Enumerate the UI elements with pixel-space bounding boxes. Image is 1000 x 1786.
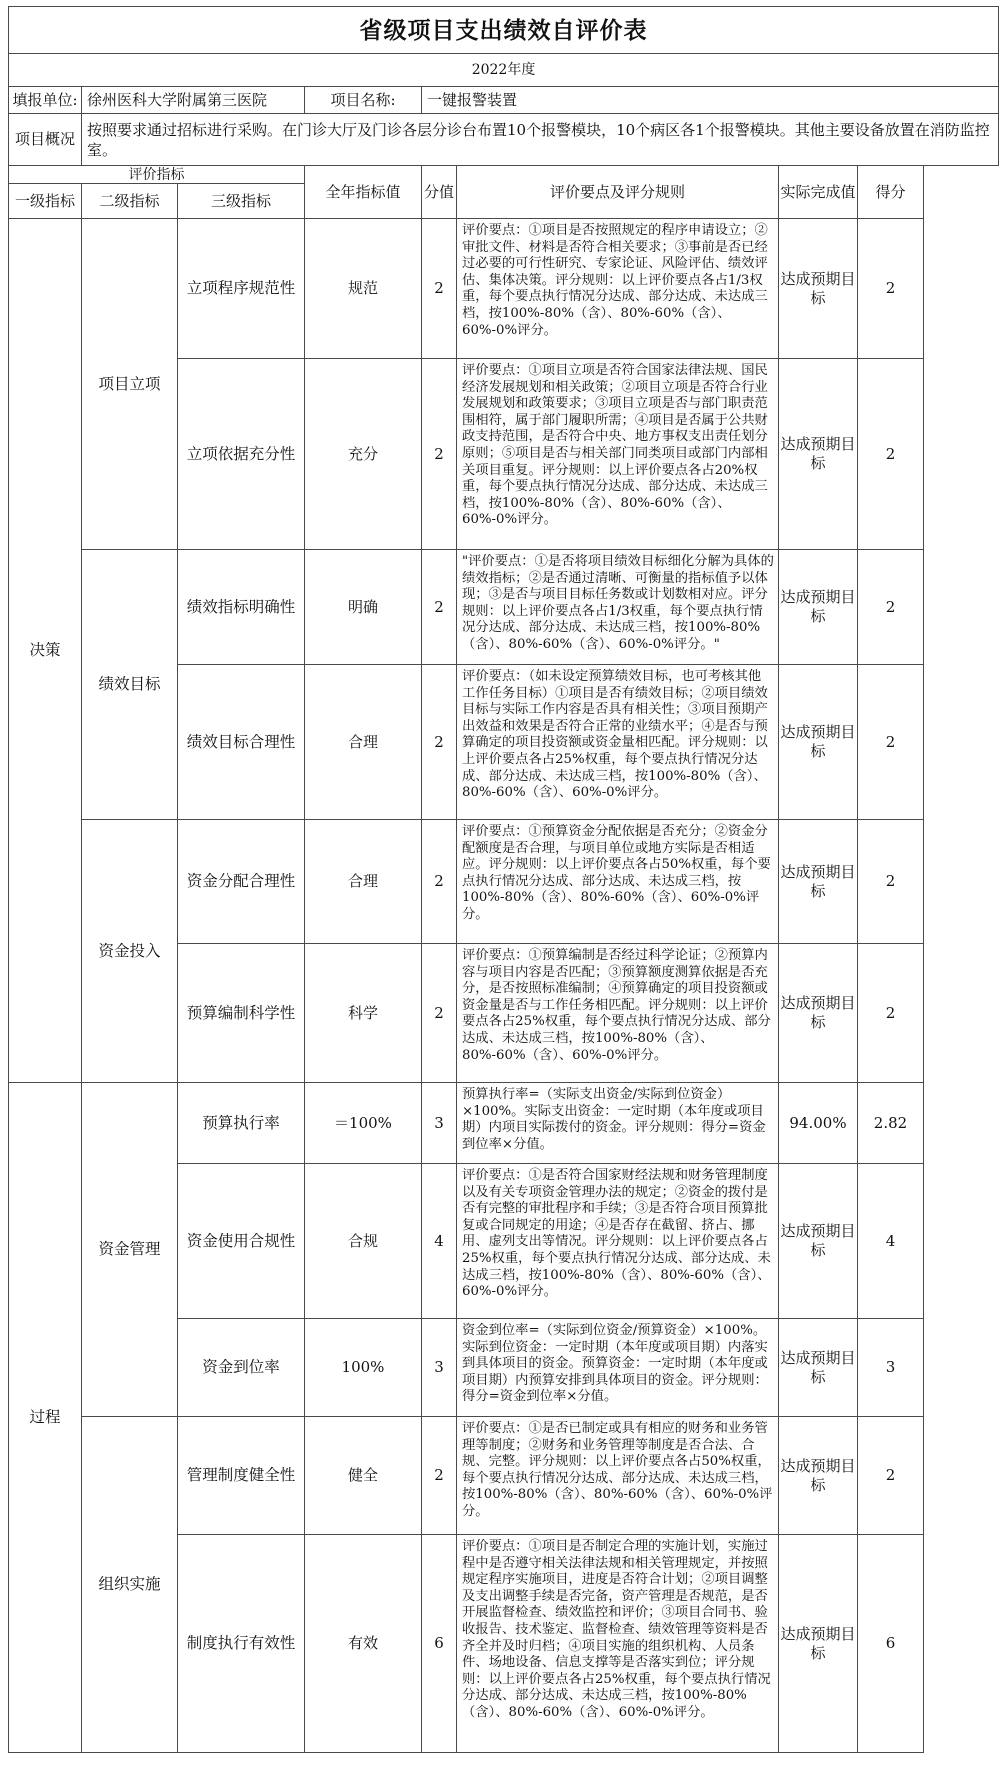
rules-cell: 评价要点：①预算编制是否经过科学论证；②预算内容与项目内容是否匹配；③预算额度测算依据是否充分，是否按照标准编制；④预算确定的项目投资额或资金量是否与工作任务相匹配。评分规则：以上评价要点各占25%权重，每个要点执行情况分达成、部分达成、未达成三档，按100%-80%（含）、80%-60%（含）、60%-0%评分。 xyxy=(457,944,779,1083)
annual-value-cell: 充分 xyxy=(305,359,422,550)
level3-cell: 管理制度健全性 xyxy=(178,1417,305,1535)
annual-value-cell: 100% xyxy=(305,1319,422,1417)
level2-header: 二级指标 xyxy=(82,184,178,219)
actual-value-cell: 达成预期目标 xyxy=(779,359,858,550)
annual-value-cell: 科学 xyxy=(305,944,422,1083)
score-cell: 2 xyxy=(858,820,924,944)
rules-header: 评价要点及评分规则 xyxy=(457,166,779,219)
annual-value-cell: 健全 xyxy=(305,1417,422,1535)
weight-header: 分值 xyxy=(422,166,457,219)
rules-cell: 资金到位率=（实际到位资金/预算资金）×100%。实际到位资金：一定时期（本年度或项目期）内落实到具体项目的资金。预算资金：一定时期（本年度或项目期）内预算安排到具体项目的资金。评分规则：得分=资金到位率×分值。 xyxy=(457,1319,779,1417)
level3-header: 三级指标 xyxy=(178,184,305,219)
score-cell: 2 xyxy=(858,359,924,550)
level3-cell: 立项依据充分性 xyxy=(178,359,305,550)
rules-cell: "评价要点：①是否将项目绩效目标细化分解为具体的绩效指标；②是否通过清晰、可衡量的指标值予以体现；③是否与项目目标任务数或计划数相对应。评分规则：以上评价要点各占1/3权重，每个要点执行情况分达成、部分达成、未达成三档，按100%-80%（含）、80%-60%（含）、60%-0%评分。" xyxy=(457,550,779,665)
annual-value-cell: 合理 xyxy=(305,665,422,820)
reporting-unit-label: 填报单位: xyxy=(9,87,82,114)
annual-value-cell: 明确 xyxy=(305,550,422,665)
level3-cell: 资金到位率 xyxy=(178,1319,305,1417)
actual-value-cell: 达成预期目标 xyxy=(779,1164,858,1319)
actual-value-cell: 94.00% xyxy=(779,1083,858,1164)
evaluation-table xyxy=(8,6,999,1753)
actual-value-cell: 达成预期目标 xyxy=(779,665,858,820)
actual-value-cell: 达成预期目标 xyxy=(779,219,858,359)
level2-organization: 组织实施 xyxy=(82,1417,178,1753)
score-cell: 2 xyxy=(858,1417,924,1535)
score-cell: 3 xyxy=(858,1319,924,1417)
weight-cell: 4 xyxy=(422,1164,457,1319)
level3-cell: 绩效目标合理性 xyxy=(178,665,305,820)
weight-cell: 2 xyxy=(422,944,457,1083)
level1-decision: 决策 xyxy=(9,219,82,1083)
annual-value-header: 全年指标值 xyxy=(305,166,422,219)
level3-cell: 资金分配合理性 xyxy=(178,820,305,944)
level2-performance-target: 绩效目标 xyxy=(82,550,178,820)
score-cell: 2 xyxy=(858,550,924,665)
annual-value-cell: 合理 xyxy=(305,820,422,944)
rules-cell: 评价要点：①是否已制定或具有相应的财务和业务管理等制度；②财务和业务管理等制度是否合法、合规、完整。评分规则：以上评价要点各占50%权重，每个要点执行情况分达成、部分达成、未达成三档，按100%-80%（含）、80%-60%（含）、60%-0%评分。 xyxy=(457,1417,779,1535)
weight-cell: 2 xyxy=(422,665,457,820)
eval-indicators-header: 评价指标 xyxy=(9,166,305,184)
weight-cell: 2 xyxy=(422,820,457,944)
score-cell: 2 xyxy=(858,665,924,820)
overview-text: 按照要求通过招标进行采购。在门诊大厅及门诊各层分诊台布置10个报警模块，10个病区各1个报警模块。其他主要设备放置在消防监控室。 xyxy=(82,114,999,166)
rules-cell: 评价要点：①项目是否制定合理的实施计划，实施过程中是否遵守相关法律法规和相关管理规定，并按照规定程序实施项目，进度是否符合计划；②项目调整及支出调整手续是否完备，资产管理是否规范，是否开展监督检查、绩效监控和评价；③项目合同书、验收报告、技术鉴定、监督检查、绩效管理等资料是否齐全并及时归档；④项目实施的组织机构、人员条件、场地设备、信息支撑等是否落实到位；评分规则：以上评价要点各占25%权重，每个要点执行情况分达成、部分达成、未达成三档，按100%-80%（含）、80%-60%（含）、60%-0%评分。 xyxy=(457,1535,779,1753)
annual-value-cell: ＝100% xyxy=(305,1083,422,1164)
weight-cell: 3 xyxy=(422,1319,457,1417)
level1-process: 过程 xyxy=(9,1083,82,1753)
level3-cell: 绩效指标明确性 xyxy=(178,550,305,665)
rules-cell: 评价要点：①预算资金分配依据是否充分；②资金分配额度是否合理，与项目单位或地方实际是否相适应。评分规则：以上评价要点各占50%权重，每个要点执行情况分达成、部分达成、未达成三档，按100%-80%（含）、80%-60%（含）、60%-0%评分。 xyxy=(457,820,779,944)
score-cell: 2 xyxy=(858,944,924,1083)
level3-cell: 资金使用合规性 xyxy=(178,1164,305,1319)
rules-cell: 评价要点：①项目立项是否符合国家法律法规、国民经济发展规划和相关政策；②项目立项是否符合行业发展规划和政策要求；③项目立项是否与部门职责范围相符，属于部门履职所需；④项目是否属于公共财政支持范围，是否符合中央、地方事权支出责任划分原则；⑤项目是否与相关部门同类项目或部门内部相关项目重复。评分规则：以上评价要点各占20%权重，每个要点执行情况分达成、部分达成、未达成三档，按100%-80%（含）、80%-60%（含）、60%-0%评分。 xyxy=(457,359,779,550)
score-cell: 2 xyxy=(858,219,924,359)
actual-value-header: 实际完成值 xyxy=(779,166,858,219)
actual-value-cell: 达成预期目标 xyxy=(779,1417,858,1535)
weight-cell: 2 xyxy=(422,359,457,550)
rules-cell: 评价要点：①是否符合国家财经法规和财务管理制度以及有关专项资金管理办法的规定；②资金的拨付是否有完整的审批程序和手续；③是否符合项目预算批复或合同规定的用途；④是否存在截留、挤占、挪用、虚列支出等情况。评分规则：以上评价要点各占25%权重，每个要点执行情况分达成、部分达成、未达成三档，按100%-80%（含）、80%-60%（含）、60%-0%评分。 xyxy=(457,1164,779,1319)
table-title: 省级项目支出绩效自评价表 xyxy=(9,7,999,54)
actual-value-cell: 达成预期目标 xyxy=(779,550,858,665)
rules-cell: 预算执行率=（实际支出资金/实际到位资金）×100%。实际支出资金：一定时期（本年度或项目期）内项目实际拨付的资金。评分规则：得分=资金到位率×分值。 xyxy=(457,1083,779,1164)
rules-cell: 评价要点：①项目是否按照规定的程序申请设立；②审批文件、材料是否符合相关要求；③事前是否已经过必要的可行性研究、专家论证、风险评估、绩效评估、集体决策。评分规则：以上评价要点各占1/3权重，每个要点执行情况分达成、部分达成、未达成三档，按100%-80%（含）、80%-60%（含）、60%-0%评分。 xyxy=(457,219,779,359)
score-cell: 4 xyxy=(858,1164,924,1319)
fiscal-year: 2022年度 xyxy=(9,54,999,87)
level3-cell: 预算编制科学性 xyxy=(178,944,305,1083)
weight-cell: 2 xyxy=(422,1417,457,1535)
actual-value-cell: 达成预期目标 xyxy=(779,820,858,944)
project-name-label: 项目名称: xyxy=(305,87,422,114)
annual-value-cell: 有效 xyxy=(305,1535,422,1753)
weight-cell: 6 xyxy=(422,1535,457,1753)
level3-cell: 预算执行率 xyxy=(178,1083,305,1164)
annual-value-cell: 规范 xyxy=(305,219,422,359)
annual-value-cell: 合规 xyxy=(305,1164,422,1319)
level2-fund-input: 资金投入 xyxy=(82,820,178,1083)
weight-cell: 3 xyxy=(422,1083,457,1164)
score-cell: 6 xyxy=(858,1535,924,1753)
actual-value-cell: 达成预期目标 xyxy=(779,944,858,1083)
overview-label: 项目概况 xyxy=(9,114,82,166)
level1-header: 一级指标 xyxy=(9,184,82,219)
level2-project-approval: 项目立项 xyxy=(82,219,178,550)
actual-value-cell: 达成预期目标 xyxy=(779,1535,858,1753)
level2-fund-management: 资金管理 xyxy=(82,1083,178,1417)
weight-cell: 2 xyxy=(422,219,457,359)
level3-cell: 制度执行有效性 xyxy=(178,1535,305,1753)
score-cell: 2.82 xyxy=(858,1083,924,1164)
rules-cell: 评价要点：（如未设定预算绩效目标，也可考核其他工作任务目标）①项目是否有绩效目标；②项目绩效目标与实际工作内容是否具有相关性；③项目预期产出效益和效果是否符合正常的业绩水平；④是否与预算确定的项目投资额或资金量相匹配。评分规则：以上评价要点各占25%权重，每个要点执行情况分达成、部分达成、未达成三档，按100%-80%（含）、80%-60%（含）、60%-0%评分。 xyxy=(457,665,779,820)
weight-cell: 2 xyxy=(422,550,457,665)
score-header: 得分 xyxy=(858,166,924,219)
project-name-value: 一键报警装置 xyxy=(422,87,999,114)
actual-value-cell: 达成预期目标 xyxy=(779,1319,858,1417)
reporting-unit-value: 徐州医科大学附属第三医院 xyxy=(82,87,305,114)
level3-cell: 立项程序规范性 xyxy=(178,219,305,359)
